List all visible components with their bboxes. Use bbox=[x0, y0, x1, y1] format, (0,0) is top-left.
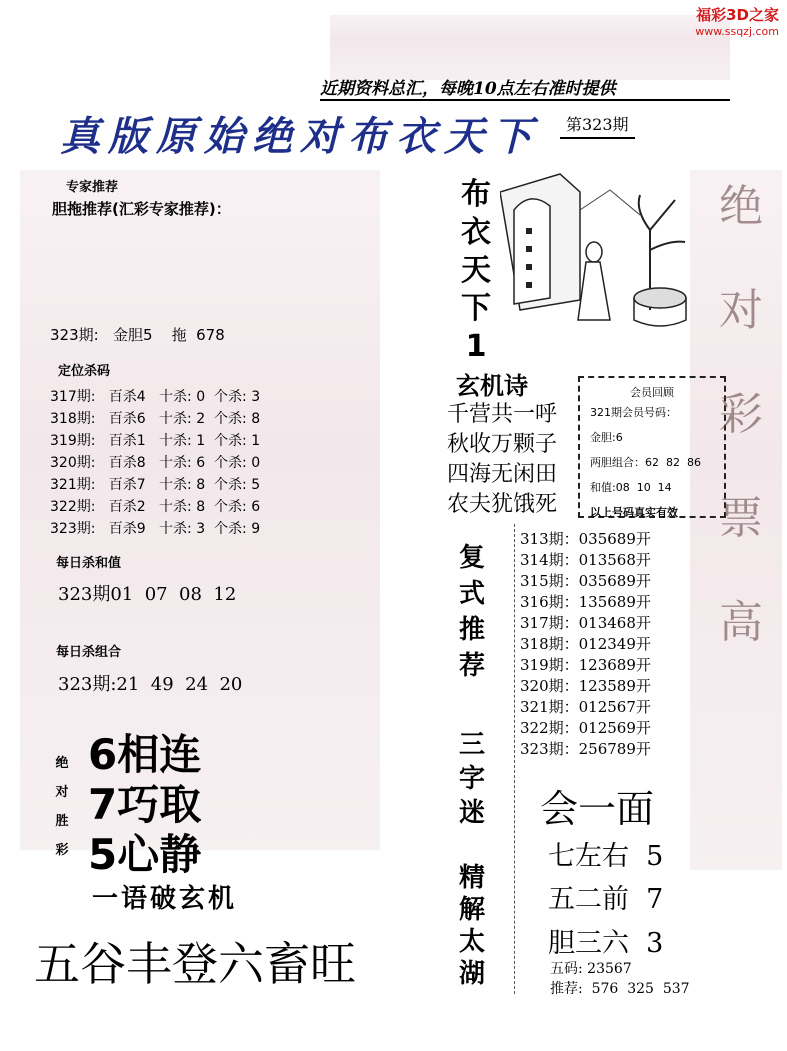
poem-line: 秋收万颗子 bbox=[447, 432, 558, 457]
fushi-label bbox=[452, 540, 492, 684]
fushi-row: 314期：013568开 bbox=[520, 551, 651, 569]
absolute-win-label bbox=[50, 752, 74, 858]
title-char: 天 bbox=[461, 253, 491, 288]
label-char: 式 bbox=[458, 579, 485, 609]
hezhi-line: 323期01 07 08 12 bbox=[58, 584, 237, 605]
brand-name: 福彩3D之家 bbox=[696, 6, 779, 24]
deco-char: 彩 bbox=[719, 389, 763, 440]
issue-number: 第323期 bbox=[560, 112, 635, 139]
title-char: 衣 bbox=[461, 215, 491, 250]
expert-heading: 专家推荐 bbox=[66, 180, 119, 195]
huiyimian-line: 五二前 7 bbox=[548, 884, 664, 915]
bottom-phrase: 五谷丰登六畜旺 bbox=[34, 937, 356, 991]
brand-url: www.ssqzj.com bbox=[695, 25, 779, 38]
label-char: 对 bbox=[55, 785, 69, 800]
position-row: 319期: 百杀1 十杀: 1 个杀: 1 bbox=[50, 433, 261, 449]
poem-line: 千营共一呼 bbox=[447, 402, 558, 427]
dantuo-line: 323期: 金胆5 拖 678 bbox=[50, 326, 225, 344]
label-char: 推 bbox=[458, 615, 485, 645]
fushi-row: 322期：012569开 bbox=[520, 719, 651, 737]
fushi-row: 323期：256789开 bbox=[520, 740, 651, 758]
title-char: 下 bbox=[461, 291, 491, 326]
fushi-row: 317期：013468开 bbox=[520, 614, 651, 632]
position-row: 321期: 百杀7 十杀: 8 个杀: 5 bbox=[50, 477, 261, 493]
label-char: 绝 bbox=[55, 756, 69, 771]
poem-heading: 玄机诗 bbox=[456, 372, 528, 400]
label-char: 荐 bbox=[458, 651, 485, 681]
tuijian-line: 推荐: 576 325 537 bbox=[550, 981, 690, 997]
side-decoration bbox=[706, 170, 776, 650]
member-box-title: 会员回顾 bbox=[630, 386, 674, 399]
deco-char: 绝 bbox=[719, 181, 763, 232]
member-box-line: 321期会员号码： bbox=[590, 406, 677, 419]
zuhe-line: 323期:21 49 24 20 bbox=[58, 674, 243, 695]
vertical-title bbox=[456, 176, 496, 366]
fushi-row: 316期：135689开 bbox=[520, 593, 651, 611]
member-box-line: 以上号码真实有效 bbox=[590, 506, 678, 519]
scholar-illustration bbox=[500, 170, 700, 342]
member-box-line: 两胆组合：62 82 86 bbox=[590, 456, 701, 469]
label-char: 字 bbox=[458, 764, 485, 794]
label-char: 太 bbox=[458, 927, 485, 957]
deco-char: 对 bbox=[719, 285, 763, 336]
wuma-line: 五码: 23567 bbox=[550, 961, 632, 977]
fushi-row: 313期：035689开 bbox=[520, 530, 651, 548]
deco-char: 高 bbox=[719, 597, 763, 648]
label-char: 精 bbox=[458, 863, 485, 893]
fushi-row: 321期：012567开 bbox=[520, 698, 651, 716]
fushi-row: 319期：123689开 bbox=[520, 656, 651, 674]
fushi-row: 315期：035689开 bbox=[520, 572, 651, 590]
poem-line: 四海无闲田 bbox=[447, 462, 558, 487]
position-row: 322期: 百杀2 十杀: 8 个杀: 6 bbox=[50, 499, 261, 515]
poem-line: 农夫犹饿死 bbox=[447, 492, 558, 517]
fushi-row: 318期：012349开 bbox=[520, 635, 651, 653]
title-char: 布 bbox=[461, 177, 491, 212]
label-char: 三 bbox=[458, 730, 485, 760]
background-art-top bbox=[330, 15, 730, 80]
sanzimi-label bbox=[452, 728, 492, 830]
main-title: 真版原始绝对布衣天下 bbox=[60, 113, 540, 160]
title-char: 1 bbox=[465, 329, 487, 364]
member-box-line: 和值:08 10 14 bbox=[590, 481, 672, 494]
riddle-line: 6相连 bbox=[88, 730, 202, 779]
label-char: 迷 bbox=[458, 798, 485, 828]
position-heading: 定位杀码 bbox=[58, 364, 111, 379]
riddle-line: 7巧取 bbox=[88, 780, 202, 829]
huiyimian-line: 七左右 5 bbox=[548, 841, 664, 872]
dantuo-heading: 胆拖推荐(汇彩专家推荐)： bbox=[52, 200, 231, 218]
position-row: 317期: 百杀4 十杀: 0 个杀: 3 bbox=[50, 389, 261, 405]
huiyimian-line: 胆三六 3 bbox=[548, 928, 664, 959]
member-box-line: 金胆:6 bbox=[590, 431, 623, 444]
label-char: 彩 bbox=[55, 843, 69, 858]
riddle-line: 5心静 bbox=[88, 830, 202, 879]
riddle-caption: 一语破玄机 bbox=[92, 884, 238, 914]
member-review-box bbox=[578, 376, 726, 518]
huiyimian-title: 会一面 bbox=[540, 787, 655, 831]
label-char: 胜 bbox=[55, 814, 69, 829]
deco-char: 票 bbox=[719, 493, 763, 544]
position-row: 320期: 百杀8 十杀: 6 个杀: 0 bbox=[50, 455, 261, 471]
jingjie-label bbox=[452, 862, 492, 990]
fushi-row: 320期：123589开 bbox=[520, 677, 651, 695]
zuhe-heading: 每日杀组合 bbox=[56, 645, 122, 660]
position-row: 318期: 百杀6 十杀: 2 个杀: 8 bbox=[50, 411, 261, 427]
hezhi-heading: 每日杀和值 bbox=[56, 556, 122, 571]
label-char: 湖 bbox=[458, 959, 485, 989]
label-char: 解 bbox=[458, 895, 485, 925]
brand-watermark bbox=[695, 4, 779, 38]
top-banner: 近期资料总汇，每晚10点左右准时提供 bbox=[320, 74, 730, 101]
label-char: 复 bbox=[458, 543, 485, 573]
fushi-divider bbox=[514, 524, 516, 994]
position-row: 323期: 百杀9 十杀: 3 个杀: 9 bbox=[50, 521, 261, 534]
